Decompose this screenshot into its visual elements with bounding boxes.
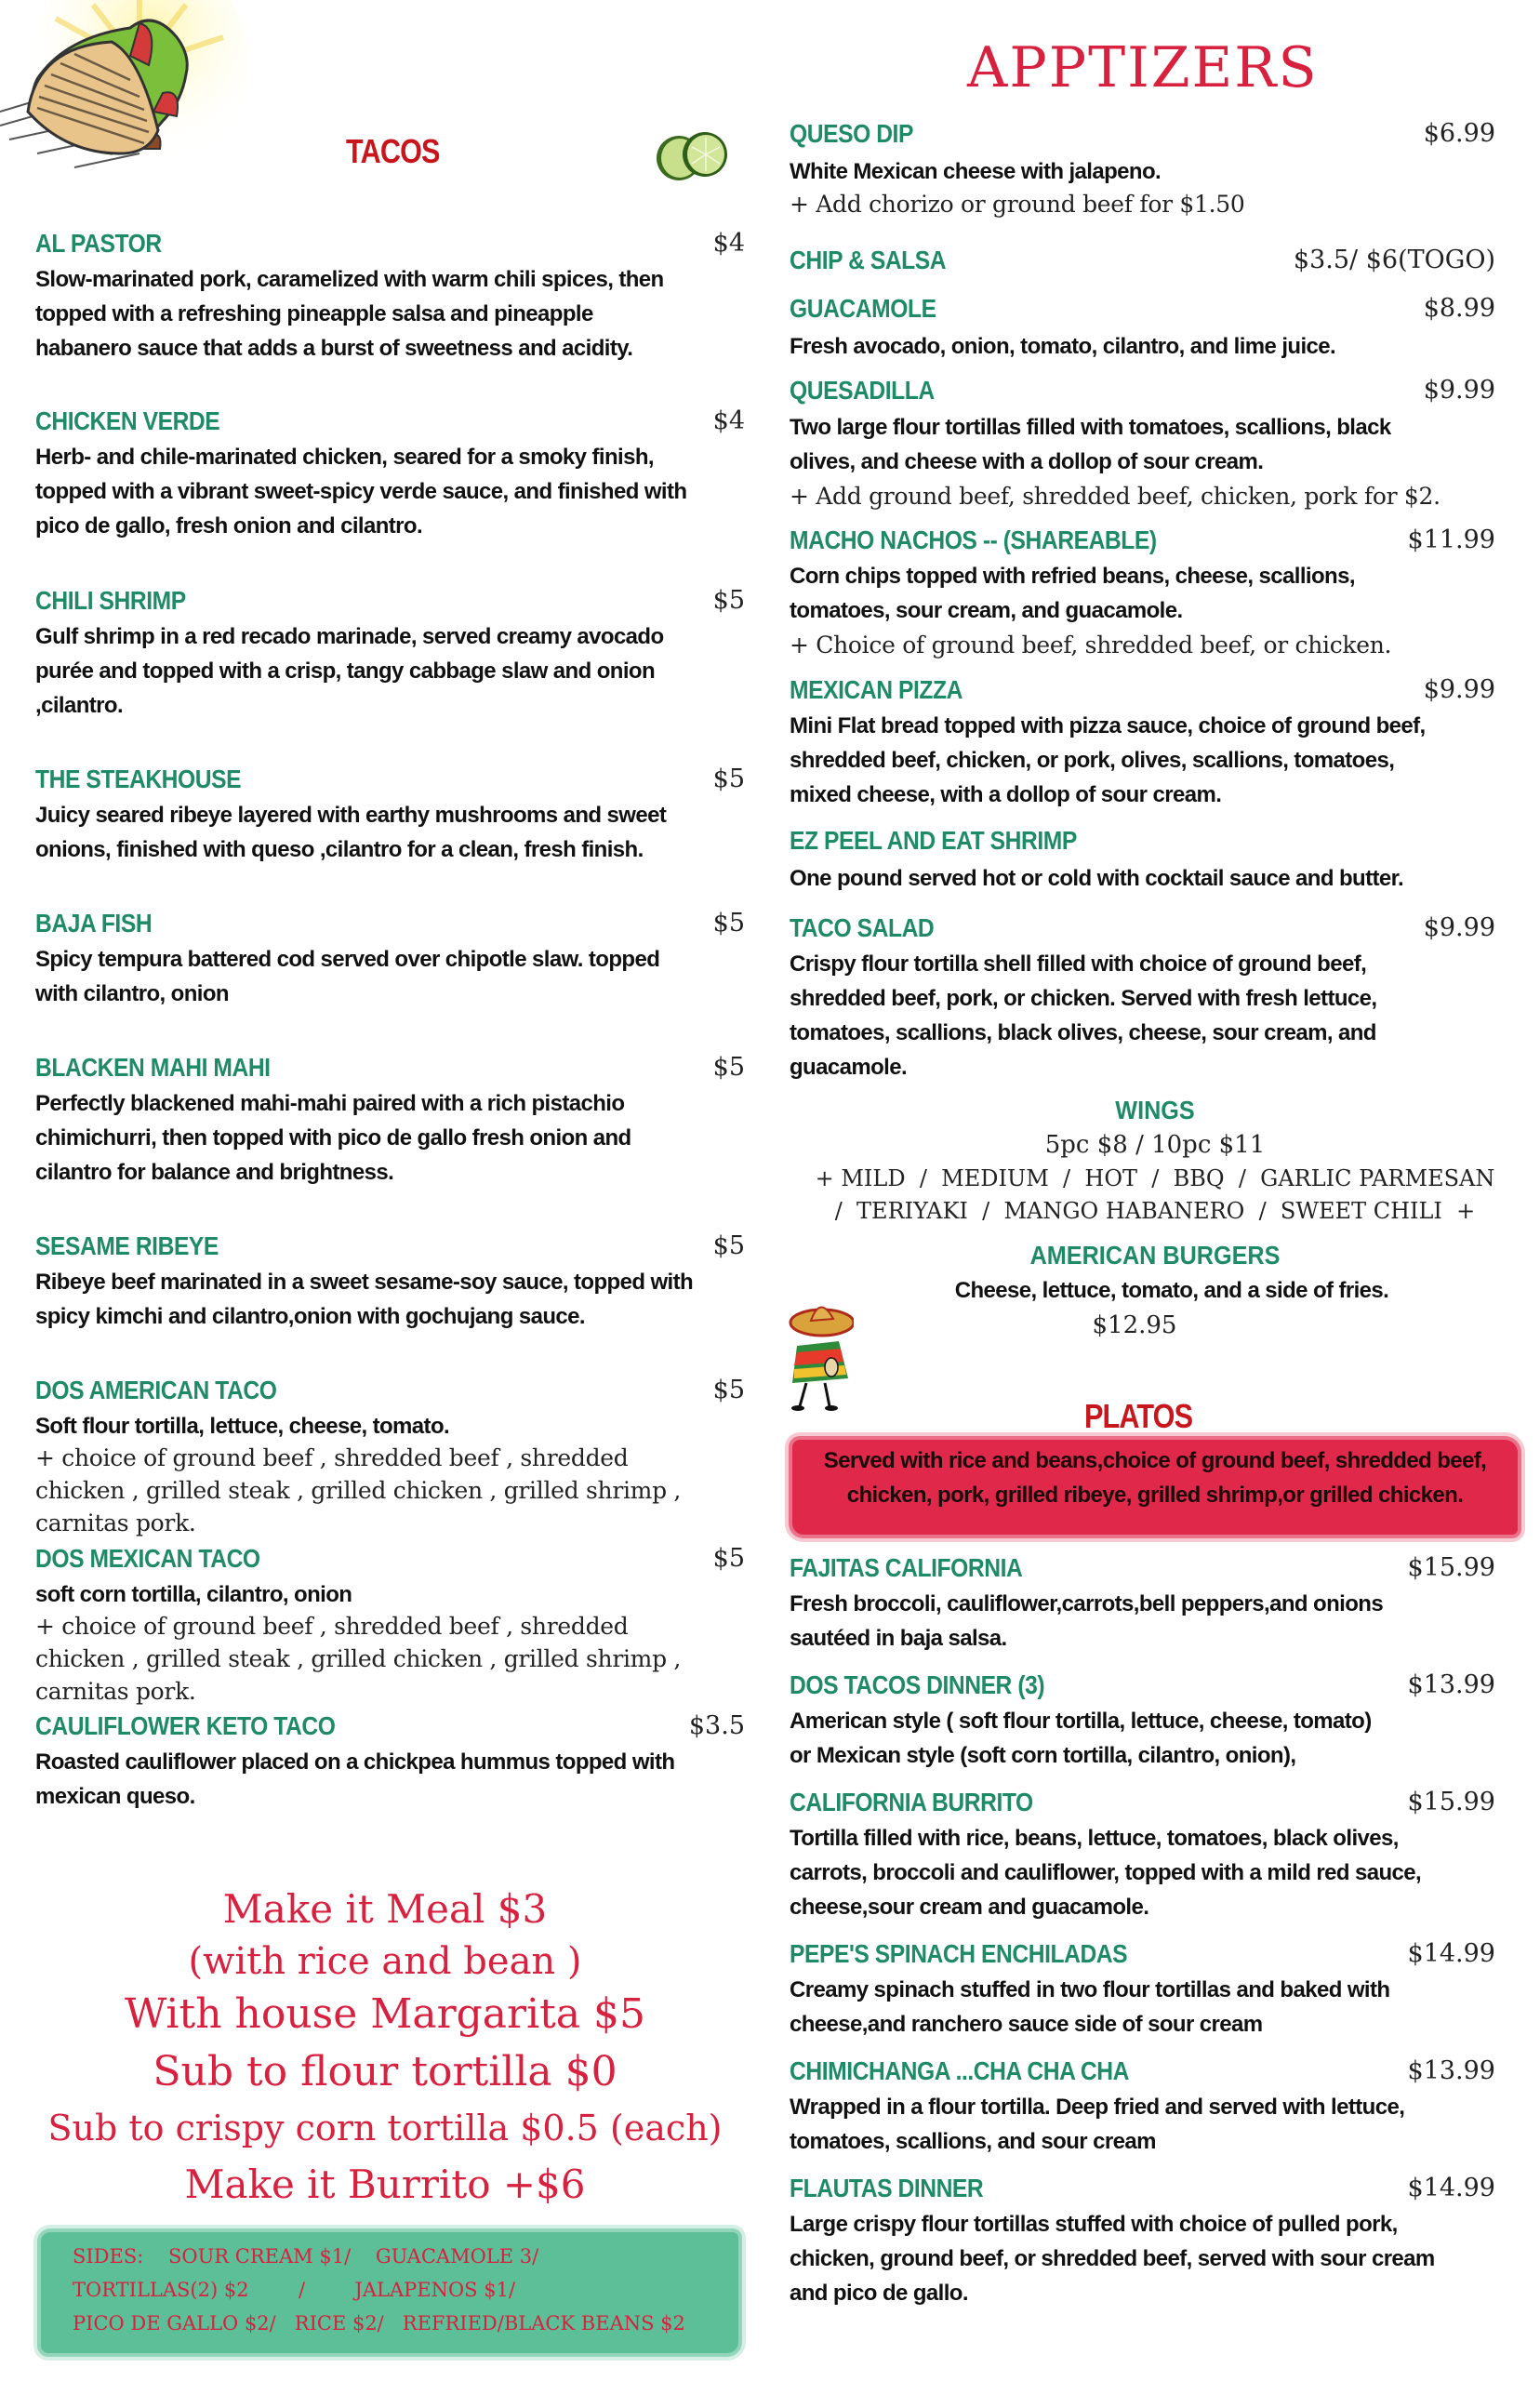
item-description: Ribeye beef marinated in a sweet sesame-soy sauce, topped with spicy kimchi and cilantro,onion with gochujang sauce.	[35, 1270, 694, 1329]
item-addon: + choice of ground beef , shredded beef , shredded chicken , grilled steak , grilled chicken , grilled shrimp , carnitas pork.	[35, 1613, 682, 1705]
item-price: $14.99	[1407, 1939, 1495, 1968]
item-price: $5	[712, 1053, 745, 1082]
item-description: Large crispy flour tortillas stuffed with choice of pulled pork, chicken, ground beef, or shredded beef, served with sour cream and pico de gallo.	[790, 2212, 1435, 2306]
item-description: Fresh broccoli, cauliflower,carrots,bell peppers,and onions sautéed in baja salsa.	[790, 1591, 1384, 1651]
item-name: MEXICAN PIZZA	[790, 675, 962, 704]
platos-banner-text: Served with rice and beans,choice of ground beef, shredded beef, chicken, pork, grilled ribeye, grilled shrimp,or grilled chicken.	[823, 1448, 1487, 1508]
special-make-burrito: Make it Burrito +$6	[184, 2162, 586, 2207]
item-price: $13.99	[1407, 1670, 1495, 1699]
item-price: $9.99	[1423, 913, 1495, 942]
sides-line: TORTILLAS(2) $2 / JALAPENOS $1/	[73, 2279, 516, 2301]
item-name: GUACAMOLE	[790, 294, 936, 323]
item-description: Perfectly blackened mahi-mahi paired with a rich pistachio chimichurri, then topped with pico de gallo fresh onion and cilantro for balance and brightness.	[35, 1091, 631, 1185]
item-name: BLACKEN MAHI MAHI	[35, 1053, 271, 1082]
item-description: Soft flour tortilla, lettuce, cheese, tomato.	[35, 1414, 450, 1439]
item-addon: + Add ground beef, shredded beef, chicken, pork for $2.	[790, 483, 1440, 510]
item-name: FLAUTAS DINNER	[790, 2174, 984, 2202]
item-name: MACHO NACHOS -- (SHAREABLE)	[790, 525, 1157, 554]
tacos-section-title: TACOS	[346, 132, 440, 170]
item-name: QUESO DIP	[790, 119, 913, 148]
item-name: SESAME RIBEYE	[35, 1231, 219, 1260]
special-crispy-corn: Sub to crispy corn tortilla $0.5 (each)	[47, 2108, 723, 2148]
item-name: CHILI SHRIMP	[35, 586, 186, 615]
item-price: $13.99	[1407, 2056, 1495, 2085]
item-description: Tortilla filled with rice, beans, lettuce, tomatoes, black olives, carrots, broccoli and cauliflower, topped with a mild red sauce, cheese,sour cream and guacamole.	[790, 1826, 1422, 1920]
item-description: Roasted cauliflower placed on a chickpea hummus topped with mexican queso.	[35, 1749, 675, 1809]
item-description: Two large flour tortillas filled with tomatoes, scallions, black olives, and cheese with a dollop of sour cream.	[790, 415, 1391, 474]
special-margarita: With house Margarita $5	[124, 1990, 645, 2038]
item-description: Juicy seared ribeye layered with earthy mushrooms and sweet onions, finished with queso ,cilantro for a clean, fresh finish.	[35, 803, 667, 862]
wings-title: WINGS	[1115, 1096, 1195, 1124]
item-name: THE STEAKHOUSE	[35, 765, 242, 793]
item-name: PEPE'S SPINACH ENCHILADAS	[790, 1939, 1128, 1968]
item-name: AL PASTOR	[35, 229, 162, 258]
item-description: Creamy spinach stuffed in two flour tortillas and baked with cheese,and ranchero sauce side of sour cream	[790, 1977, 1390, 2037]
item-description: Crispy flour tortilla shell filled with choice of ground beef, shredded beef, pork, or chicken. Served with fresh lettuce, tomatoes, scallions, black olives, cheese, sour cream, and guacamole.	[790, 951, 1377, 1080]
special-rice-bean: (with rice and bean )	[188, 1940, 582, 1983]
burgers-title: AMERICAN BURGERS	[1029, 1241, 1281, 1270]
item-price: $8.99	[1423, 294, 1495, 323]
item-name: DOS MEXICAN TACO	[35, 1544, 260, 1573]
burgers-description: Cheese, lettuce, tomato, and a side of fries.	[954, 1278, 1389, 1303]
item-price: $11.99	[1407, 525, 1495, 554]
item-description: Gulf shrimp in a red recado marinade, served creamy avocado purée and topped with a crisp, tangy cabbage slaw and onion ,cilantro.	[35, 624, 664, 718]
item-description: Wrapped in a flour tortilla. Deep fried and served with lettuce, tomatoes, scallions, and sour cream	[790, 2095, 1405, 2154]
item-description: White Mexican cheese with jalapeno.	[790, 159, 1162, 184]
sides-line: SIDES: SOUR CREAM $1/ GUACAMOLE 3/	[73, 2245, 539, 2268]
item-price: $5	[712, 909, 745, 938]
wings-flavors-line1: + MILD / MEDIUM / HOT / BBQ / GARLIC PARMESAN	[815, 1165, 1495, 1191]
item-name: CHICKEN VERDE	[35, 406, 220, 435]
item-price: $5	[712, 586, 745, 615]
item-name: CHIP & SALSA	[790, 246, 947, 274]
item-addon: + Add chorizo or ground beef for $1.50	[790, 191, 1245, 218]
mariachi-illustration-icon	[783, 1295, 854, 1416]
item-price: $15.99	[1407, 1553, 1495, 1582]
item-price: $3.5	[688, 1711, 745, 1740]
item-description: Fresh avocado, onion, tomato, cilantro, and lime juice.	[790, 334, 1336, 359]
item-name: DOS TACOS DINNER (3)	[790, 1670, 1045, 1699]
item-price: $4	[712, 406, 745, 435]
item-name: TACO SALAD	[790, 913, 935, 942]
item-description: American style ( soft flour tortilla, lettuce, cheese, tomato) or Mexican style (soft corn tortilla, cilantro, onion),	[790, 1709, 1372, 1768]
item-name: QUESADILLA	[790, 376, 935, 405]
item-name: CAULIFLOWER KETO TACO	[35, 1711, 336, 1740]
item-description: Herb- and chile-marinated chicken, seared for a smoky finish, topped with a vibrant sweet-spicy verde sauce, and finished with pico de gallo, fresh onion and cilantro.	[35, 445, 687, 539]
item-addon: + choice of ground beef , shredded beef , shredded chicken , grilled steak , grilled chicken , grilled shrimp , carnitas pork.	[35, 1444, 682, 1536]
appetizers-section-title: APPTIZERS	[967, 35, 1319, 100]
item-description: Corn chips topped with refried beans, cheese, scallions, tomatoes, sour cream, and guacamole.	[790, 564, 1355, 623]
item-name: BAJA FISH	[35, 909, 153, 938]
item-price: $9.99	[1423, 675, 1495, 704]
item-addon: + Choice of ground beef, shredded beef, or chicken.	[790, 632, 1392, 658]
item-description: soft corn tortilla, cilantro, onion	[35, 1582, 352, 1607]
item-price: $5	[712, 1544, 745, 1573]
item-description: Mini Flat bread topped with pizza sauce, choice of ground beef, shredded beef, chicken, or pork, olives, scallions, tomatoes, mixed cheese, with a dollop of sour cream.	[790, 713, 1426, 807]
item-name: FAJITAS CALIFORNIA	[790, 1553, 1023, 1582]
item-price: $15.99	[1407, 1788, 1495, 1816]
item-price: $6.99	[1423, 119, 1495, 148]
item-description: Spicy tempura battered cod served over chipotle slaw. topped with cilantro, onion	[35, 947, 660, 1006]
lime-icon	[651, 130, 735, 182]
item-description: One pound served hot or cold with cocktail sauce and butter.	[790, 866, 1404, 891]
burgers-price: $12.95	[1092, 1311, 1177, 1339]
special-make-meal: Make it Meal $3	[222, 1886, 548, 1932]
item-price: $3.5/ $6(TOGO)	[1293, 246, 1495, 274]
item-name: CHIMICHANGA ...CHA CHA CHA	[790, 2056, 1129, 2085]
item-price: $5	[712, 765, 745, 793]
item-price: $5	[712, 1231, 745, 1260]
item-price: $5	[712, 1376, 745, 1404]
item-name: EZ PEEL AND EAT SHRIMP	[790, 826, 1077, 855]
wings-flavors-line2: / TERIYAKI / MANGO HABANERO / SWEET CHILI +	[834, 1198, 1476, 1224]
item-price: $9.99	[1423, 376, 1495, 405]
taco-illustration-icon	[0, 0, 270, 177]
platos-section-title: PLATOS	[1084, 1397, 1193, 1435]
item-price: $14.99	[1407, 2174, 1495, 2202]
item-price: $4	[712, 229, 745, 258]
wings-prices: 5pc $8 / 10pc $11	[1044, 1131, 1266, 1159]
sides-line: PICO DE GALLO $2/ RICE $2/ REFRIED/BLACK BEANS $2	[73, 2312, 685, 2334]
special-flour-tortilla: Sub to flour tortilla $0	[153, 2048, 617, 2095]
item-name: DOS AMERICAN TACO	[35, 1376, 277, 1404]
item-description: Slow-marinated pork, caramelized with warm chili spices, then topped with a refreshing pineapple salsa and pineapple habanero sauce that adds a burst of sweetness and acidity.	[35, 267, 664, 361]
item-name: CALIFORNIA BURRITO	[790, 1788, 1033, 1816]
